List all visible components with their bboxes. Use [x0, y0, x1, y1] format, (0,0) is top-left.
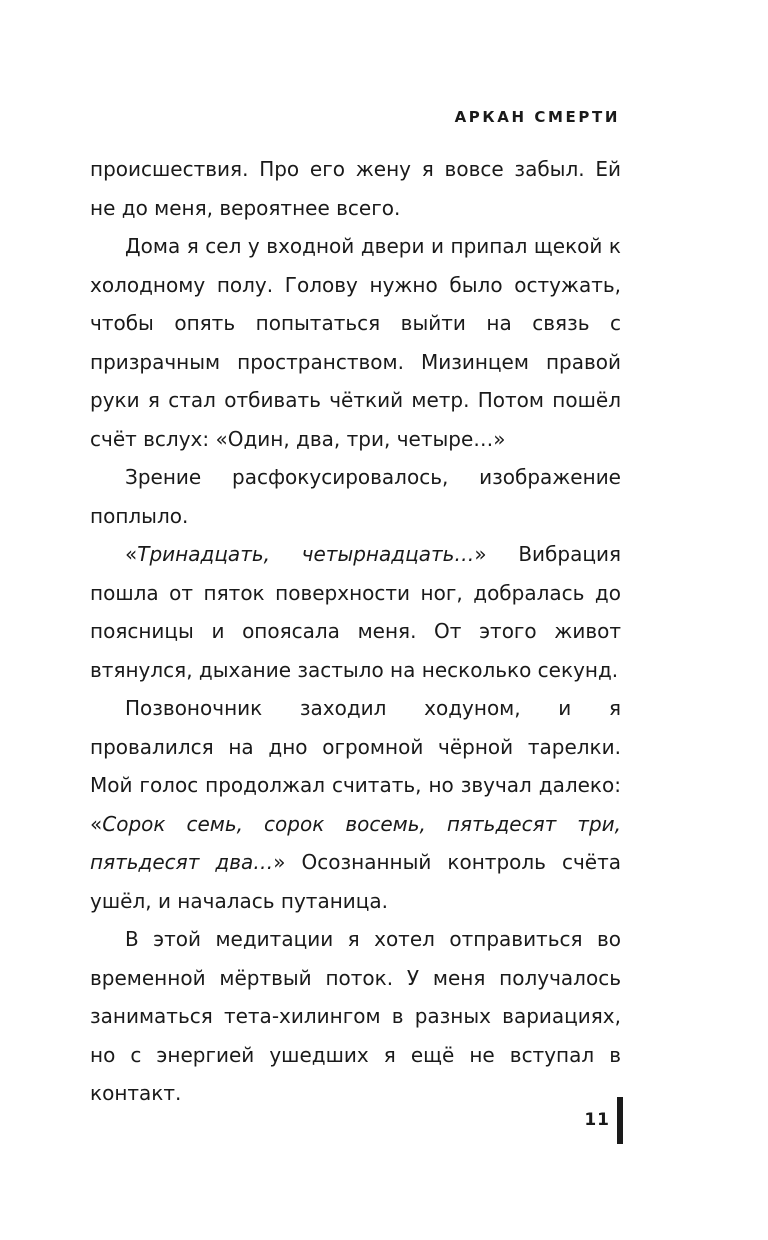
running-head-title: АРКАН СМЕРТИ — [454, 108, 620, 126]
page-number-rule — [617, 1097, 623, 1144]
paragraph-5-lead: Позвоночник заходил ходуном, и я провалился на дно огромной чёрной тарелки. Мой голос продолжал считать, но звучал далеко: « — [90, 696, 621, 836]
paragraph-5-italic: Сорок семь, сорок восемь, пятьдесят три, пятьдесят два… — [90, 811, 621, 874]
paragraph-2: Дома я сел у входной двери и припал щекой к холодному полу. Голову нужно было остужать, чтобы опять попытаться выйти на связь с призрачным пространством. Мизинцем правой руки я стал отбивать чёткий метр. Потом пошёл счёт вслух: «Один, два, три, четыре…» — [90, 234, 621, 451]
body-text — [90, 150, 621, 1113]
paragraph-4-open-quote: « — [125, 542, 138, 566]
paragraph-6: В этой медитации я хотел отправиться во временной мёртвый поток. У меня получалось заниматься тета-хилингом в разных вариациях, но с энергией ушедших я ещё не вступал в контакт. — [90, 927, 621, 1105]
paragraph-1: происшествия. Про его жену я вовсе забыл. Ей не до меня, вероятнее всего. — [90, 157, 621, 220]
paragraph-4 — [90, 535, 621, 689]
paragraph-3: Зрение расфокусировалось, изображение поплыло. — [90, 465, 621, 528]
paragraph-5-rest: » Осознанный контроль счёта ушёл, и началась путаница. — [90, 850, 621, 913]
paragraph-5 — [90, 689, 621, 920]
page-number: 11 — [584, 1110, 610, 1130]
paragraph-4-rest: » Вибрация пошла от пяток поверхности ног, добралась до поясницы и опоясала меня. От этого живот втянулся, дыхание застыло на несколько секунд. — [90, 542, 621, 682]
paragraph-4-italic: Тринадцать, четырнадцать… — [137, 542, 475, 566]
